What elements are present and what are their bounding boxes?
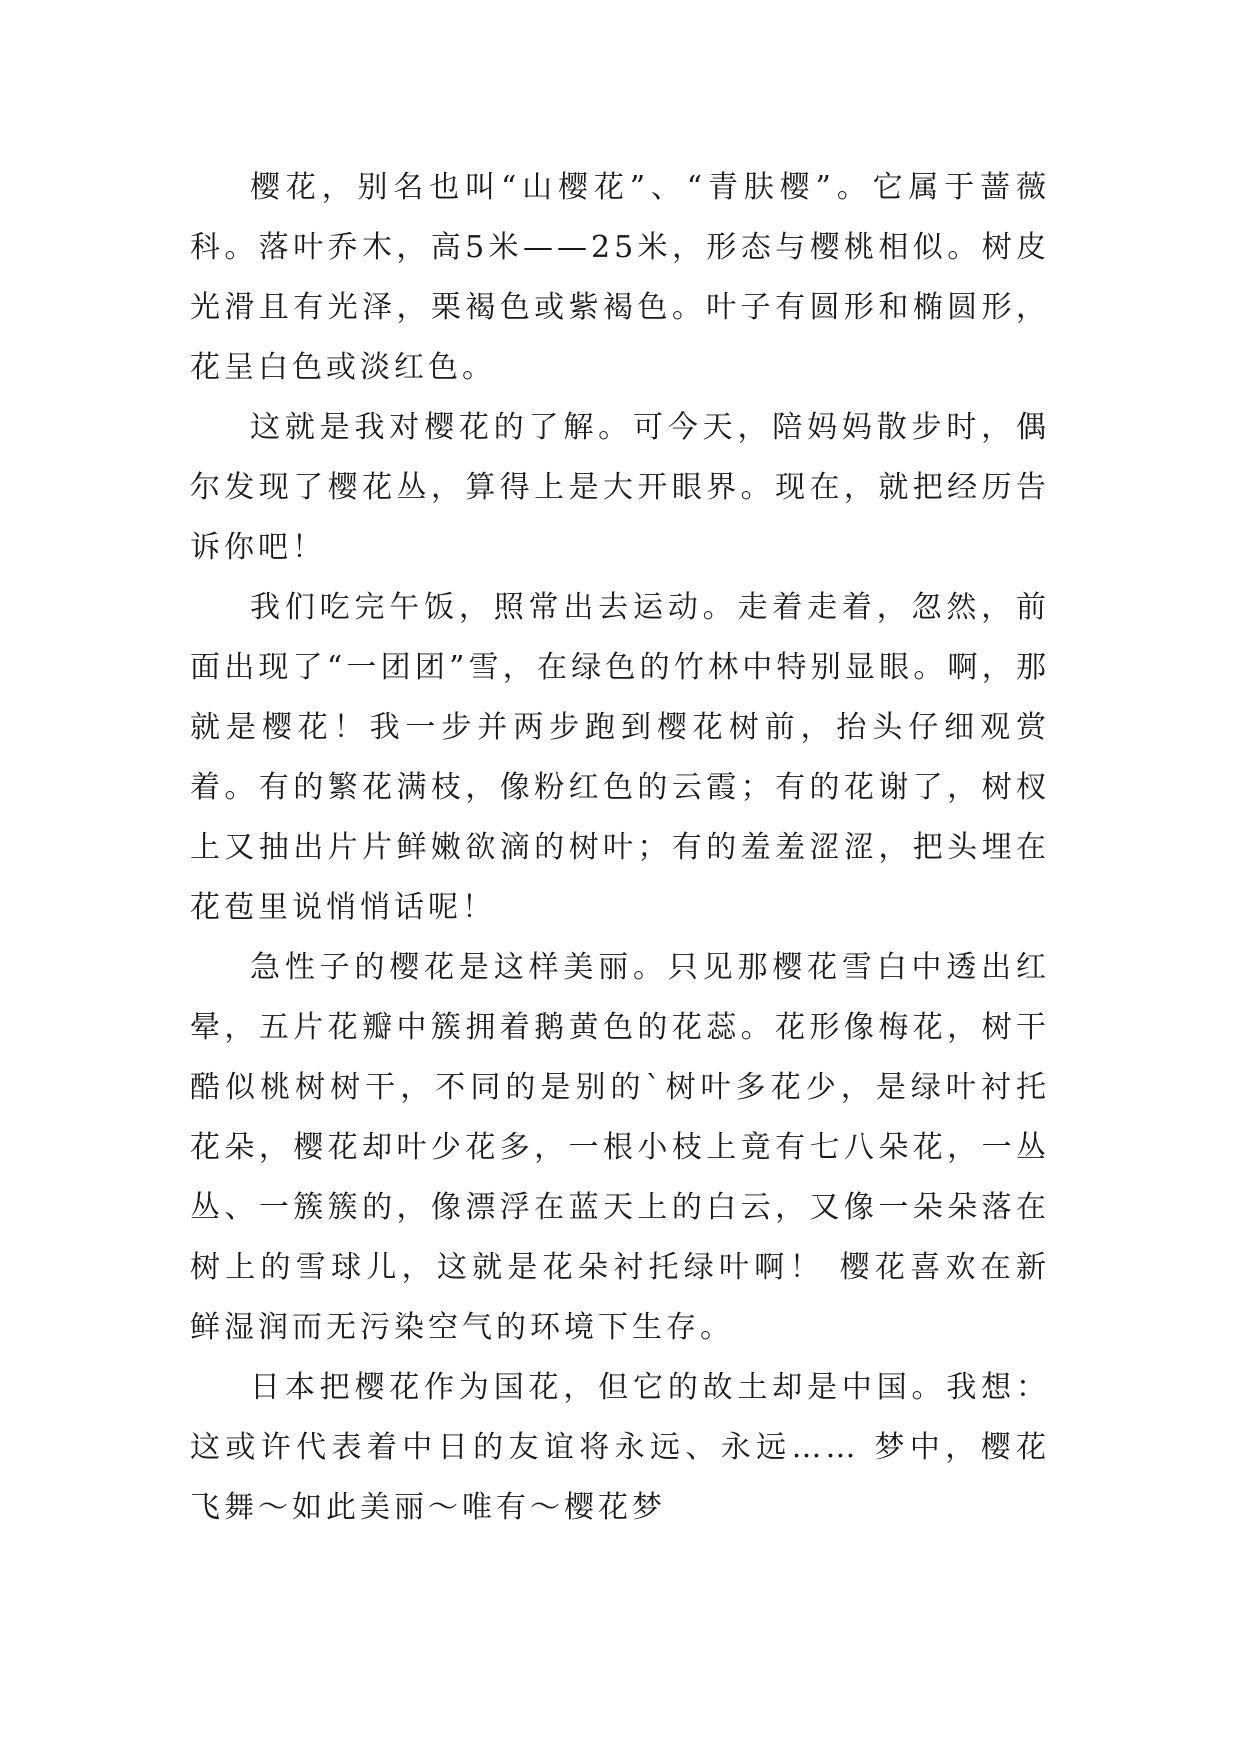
paragraph-3: 我们吃完午饭，照常出去运动。走着走着，忽然，前面出现了“一团团”雪，在绿色的竹林中特别显眼。啊，那就是樱花！我一步并两步跑到樱花树前，抬头仔细观赏着。有的繁花满枝，像粉红色的云霞；有的花谢了，树杈上又抽出片片鲜嫩欲滴的树叶；有的羞羞涩涩，把头埋在花苞里说悄悄话呢！ [190,590,1050,925]
document-body [190,158,1050,1538]
paragraph-2: 这就是我对樱花的了解。可今天，陪妈妈散步时，偶尔发现了樱花丛，算得上是大开眼界。现在，就把经历告诉你吧！ [190,410,1050,565]
paragraph-1: 樱花，别名也叫“山樱花”、“青肤樱”。它属于蔷薇科。落叶乔木，高5米——25米，形态与樱桃相似。树皮光滑且有光泽，栗褐色或紫褐色。叶子有圆形和椭圆形，花呈白色或淡红色。 [190,170,1050,385]
paragraph-4: 急性子的樱花是这样美丽。只见那樱花雪白中透出红晕，五片花瓣中簇拥着鹅黄色的花蕊。花形像梅花，树干酷似桃树树干，不同的是别的`树叶多花少，是绿叶衬托花朵，樱花却叶少花多，一根小枝上竟有七八朵花，一丛丛、一簇簇的，像漂浮在蓝天上的白云，又像一朵朵落在树上的雪球儿，这就是花朵衬托绿叶啊！ 樱花喜欢在新鲜湿润而无污染空气的环境下生存。 [190,950,1050,1345]
paragraph-5: 日本把樱花作为国花，但它的故土却是中国。我想：这或许代表着中日的友谊将永远、永远…… 梦中，樱花飞舞～如此美丽～唯有～樱花梦 [190,1370,1050,1525]
